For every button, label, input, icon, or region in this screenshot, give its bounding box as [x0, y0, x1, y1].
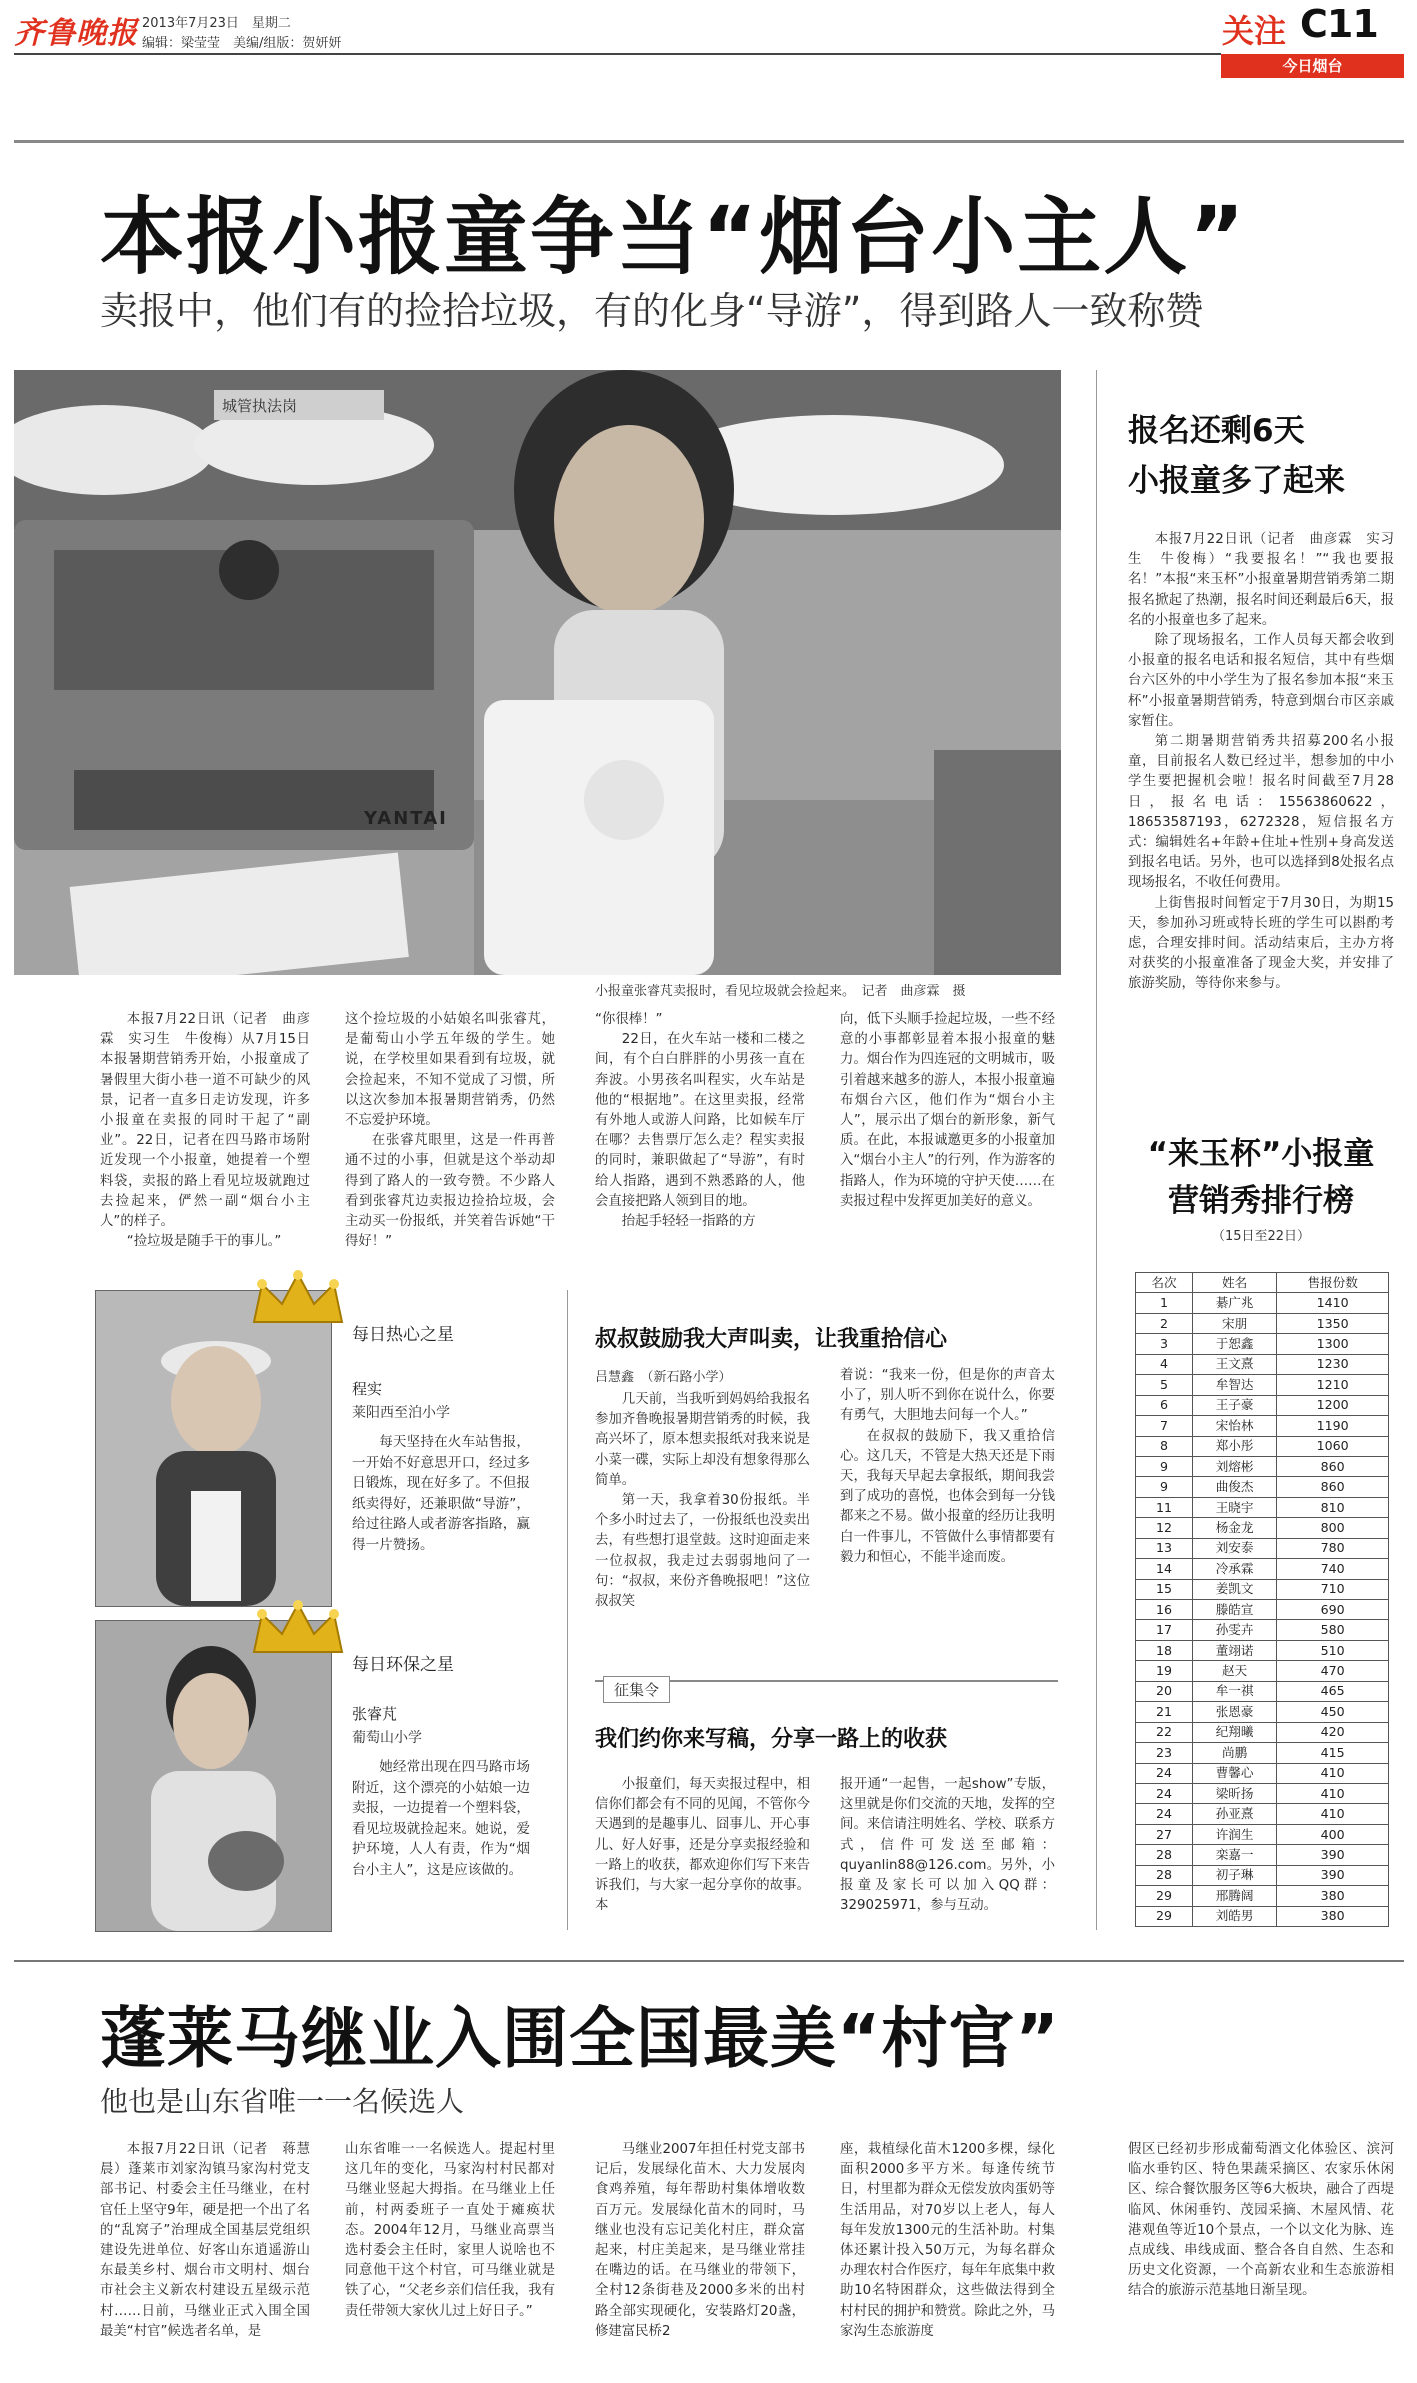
ranking-name-cell: 王晓宇 [1192, 1497, 1276, 1517]
second-column-3: 马继业2007年担任村党支部书记后，发展绿化苗木、大力发展肉食鸡养殖，每年帮助村集体增收数百万元。发展绿化苗木的同时，马继业也没有忘记美化村庄，群众富起来，村庄美起来，是马继业常挂在嘴边的话。在马继业的带领下，全村12条街巷及2000多米的出村路全部实现硬化，安装路灯20盏，修建富民桥2 [595, 2142, 805, 2339]
photo-caption: 小报童张睿芃卖报时，看见垃圾就会捡起来。 记者 曲彦霖 摄 [595, 984, 966, 999]
star-title-1: 每日热心之星 [352, 1325, 454, 1345]
table-row [1136, 1743, 1389, 1763]
table-row [1136, 1620, 1389, 1640]
ranking-copies-cell: 740 [1277, 1559, 1389, 1579]
table-row [1136, 1456, 1389, 1476]
ranking-copies-cell: 1230 [1277, 1354, 1389, 1374]
ranking-name-cell: 初子琳 [1192, 1865, 1276, 1885]
ranking-name-cell: 郑小彤 [1192, 1436, 1276, 1456]
side-headline-2: 小报童多了起来 [1128, 463, 1345, 499]
ranking-name-cell: 孙雯卉 [1192, 1620, 1276, 1640]
ranking-header-rank: 名次 [1136, 1273, 1193, 1293]
ranking-name-cell: 滕皓宣 [1192, 1600, 1276, 1620]
star-photo-1 [96, 1291, 331, 1606]
ranking-name-cell: 许润生 [1192, 1824, 1276, 1844]
ranking-name-cell: 刘安泰 [1192, 1538, 1276, 1558]
encourage-headline: 叔叔鼓励我大声叫卖，让我重拾信心 [595, 1327, 948, 1352]
table-row [1136, 1559, 1389, 1579]
ranking-rank-cell: 6 [1136, 1395, 1193, 1415]
star-box-1 [95, 1290, 332, 1607]
star-photo-2 [96, 1621, 331, 1931]
table-row [1136, 1804, 1389, 1824]
star-school-1: 莱阳西至泊小学 [352, 1405, 450, 1421]
ranking-name-cell: 刘熔彬 [1192, 1456, 1276, 1476]
table-row [1136, 1681, 1389, 1701]
ranking-copies-cell: 580 [1277, 1620, 1389, 1640]
ranking-header-row [1136, 1273, 1389, 1293]
ranking-rank-cell: 2 [1136, 1313, 1193, 1333]
ranking-rank-cell: 24 [1136, 1783, 1193, 1803]
ranking-rank-cell: 4 [1136, 1354, 1193, 1374]
lead-headline: 本报小报童争当“烟台小主人” [100, 188, 1247, 286]
ranking-header-name: 姓名 [1192, 1273, 1276, 1293]
ranking-name-cell: 孙亚熹 [1192, 1804, 1276, 1824]
star-body-2: 她经常出现在四马路市场附近，这个漂亮的小姑娘一边卖报，一边提着一个塑料袋，看见垃圾就捡起来。她说，爱护环境，人人有责，作为“烟台小主人”，这是应该做的。 [352, 1759, 530, 1878]
table-row [1136, 1865, 1389, 1885]
star-body-1: 每天坚持在火车站售报，一开始不好意思开口，经过多日锻炼，现在好多了。不但报纸卖得好，还兼职做“导游”，给过往路人或者游客指路，赢得一片赞扬。 [352, 1434, 530, 1553]
column-divider [567, 1290, 568, 1930]
ranking-rank-cell: 13 [1136, 1538, 1193, 1558]
table-row [1136, 1354, 1389, 1374]
lead-column-3: “你很棒！” 22日，在火车站一楼和二楼之间，有个白白胖胖的小男孩一直在奔波。小男孩名叫程实，火车站是他的“根据地”。在这里卖报，经常有外地人或游人问路，比如候车厅在哪？去售票厅怎么走？程实卖报的同时，兼职做起了“导游”，有时给人指路，遇到不熟悉路的人，他会直接把路人领到目的地。 抬起手轻轻一指路的方 [595, 1012, 805, 1230]
ranking-rank-cell: 28 [1136, 1865, 1193, 1885]
ranking-name-cell: 王子豪 [1192, 1395, 1276, 1415]
ranking-copies-cell: 1350 [1277, 1313, 1389, 1333]
table-row [1136, 1395, 1389, 1415]
photo-sign: 城管执法岗 [222, 397, 298, 415]
ranking-rank-cell: 9 [1136, 1456, 1193, 1476]
ranking-name-cell: 杨金龙 [1192, 1518, 1276, 1538]
ranking-rank-cell: 1 [1136, 1293, 1193, 1313]
ranking-copies-cell: 1200 [1277, 1395, 1389, 1415]
ranking-name-cell: 赵天 [1192, 1661, 1276, 1681]
table-row [1136, 1375, 1389, 1395]
ranking-copies-cell: 410 [1277, 1783, 1389, 1803]
second-column-1: 本报7月22日讯（记者 蒋慧晨）蓬莱市刘家沟镇马家沟村党支部书记、村委会主任马继业，在村官任上坚守9年，硬是把一个出了名的“乱窝子”治理成全国基层党组织建设先进单位、好客山东逍遥游山东最美乡村、烟台市文明村、烟台市社会主义新农村建设五星级示范村……日前，马继业正式入围全国最美“村官”候选者名单，是 [100, 2142, 310, 2339]
ranking-rank-cell: 22 [1136, 1722, 1193, 1742]
ranking-name-cell: 纪翔曦 [1192, 1722, 1276, 1742]
ranking-rank-cell: 28 [1136, 1845, 1193, 1865]
page-number: C11 [1300, 2, 1378, 46]
ranking-rank-cell: 5 [1136, 1375, 1193, 1395]
ranking-copies-cell: 710 [1277, 1579, 1389, 1599]
encourage-byline: 吕慧鑫 （新石路小学） [595, 1370, 732, 1385]
side-body: 本报7月22日讯（记者 曲彦霖 实习生 牛俊梅）“我要报名！”“我也要报名！”本报“来玉杯”小报童暑期营销秀第二期报名掀起了热潮，报名时间还剩最后6天，报名的小报童也多了起来。 除了现场报名，工作人员每天都会收到小报童的报名电话和报名短信，其中有些烟台六区外的中小学生为了报名参加本报“来玉杯”小报童暑期营销秀，特意到烟台市区亲戚家暂住。 第二期暑期营销秀共招募200名小报童，目前报名人数已经过半，想参加的中小学生要把握机会啦！报名时间截至7月28日，报名电话：15563860622，18653587193，6272328，短信报名方式：编辑姓名+年龄+住址+性别+身高发送到报名电话。另外，也可以选择到8处报名点现场报名，不收任何费用。 上街售报时间暂定于7月30日，为期15天，参加孙习班或特长班的学生可以斟酌考虑，合理安排时间。活动结束后，主办方将对获奖的小报童准备了现金大奖，并安排了旅游奖励，等待你来参与。 [1128, 532, 1394, 992]
ranking-rank-cell: 24 [1136, 1804, 1193, 1824]
ranking-rank-cell: 14 [1136, 1559, 1193, 1579]
star-name-2: 张睿芃 [352, 1705, 398, 1723]
table-row [1136, 1824, 1389, 1844]
table-row [1136, 1538, 1389, 1558]
call-column-2: 报开通“一起售，一起show”专版，这里就是你们交流的天地，发挥的空间。来信请注明姓名、学校、联系方式，信件可发送至邮箱：quyanlin88@126.com。另外，小报童及家长可以加入QQ群：329025971，参与互动。 [840, 1777, 1055, 1914]
photo-truck-plate: YANTAI [364, 808, 448, 829]
ranking-copies-cell: 380 [1277, 1906, 1389, 1926]
table-row [1136, 1661, 1389, 1681]
second-subhead: 他也是山东省唯一一名候选人 [100, 2085, 465, 2118]
ranking-copies-cell: 1300 [1277, 1334, 1389, 1354]
star-name-1: 程实 [352, 1380, 383, 1398]
star-title-2: 每日环保之星 [352, 1655, 454, 1675]
ranking-rank-cell: 29 [1136, 1906, 1193, 1926]
ranking-rank-cell: 27 [1136, 1824, 1193, 1844]
crown-icon [248, 1270, 348, 1330]
call-column-1: 小报童们，每天卖报过程中，相信你们都会有不同的见闻，不管你今天遇到的是趣事儿、囧事儿、开心事儿、好人好事，还是分享卖报经验和一路上的收获，都欢迎你们写下来告诉我们，与大家一起分享你的故事。本 [595, 1777, 810, 1914]
ranking-name-cell: 张恩豪 [1192, 1702, 1276, 1722]
ranking-copies-cell: 860 [1277, 1456, 1389, 1476]
table-row [1136, 1334, 1389, 1354]
star-box-2 [95, 1620, 332, 1932]
ranking-rank-cell: 18 [1136, 1640, 1193, 1660]
ranking-period: （15日至22日） [1211, 1229, 1311, 1244]
ranking-copies-cell: 410 [1277, 1804, 1389, 1824]
ranking-copies-cell: 450 [1277, 1702, 1389, 1722]
table-row [1136, 1579, 1389, 1599]
second-column-4: 座，栽植绿化苗木1200多棵，绿化面积2000多平方米。每逢传统节日，村里都为群众无偿发放肉蛋奶等生活用品，对70岁以上老人，每人每年发放1300元的生活补助。村集体还累计投入50万元，为每名群众办理农村合作医疗，每年年底集中救助10名特困群众，这些做法得到全村村民的拥护和赞赏。除此之外，马家沟生态旅游度 [840, 2142, 1055, 2339]
subsection-tab: 今日烟台 [1221, 54, 1404, 78]
second-headline: 蓬莱马继业入围全国最美“村官” [100, 2000, 1060, 2077]
ranking-copies-cell: 1410 [1277, 1293, 1389, 1313]
ranking-header-copies: 售报份数 [1277, 1273, 1389, 1293]
newspaper-logo: 齐鲁晚报 [14, 16, 138, 51]
encourage-column-2: 着说：“我来一份，但是你的声音太小了，别人听不到你在说什么，你要有勇气，大胆地去问每一个人。” 在叔叔的鼓励下，我又重拾信心。这几天，不管是大热天还是下雨天，我每天早起去拿报纸，期间我尝到了成功的喜悦，也体会到每一分钱都来之不易。做小报童的经历让我明白一件事儿，不管做什么事情都要有毅力和恒心，不能半途而废。 [840, 1368, 1055, 1565]
ranking-name-cell: 于恕鑫 [1192, 1334, 1276, 1354]
ranking-copies-cell: 465 [1277, 1681, 1389, 1701]
masthead-rule [14, 53, 1221, 55]
ranking-copies-cell: 420 [1277, 1722, 1389, 1742]
lead-column-4: 向，低下头顺手捡起垃圾，一些不经意的小事都彰显着本报小报童的魅力。烟台作为四连冠的文明城市，吸引着越来越多的游人，本报小报童遍布烟台六区，他们作为“烟台小主人”，展示出了烟台的新形象，新气质。在此，本报诚邀更多的小报童加入“烟台小主人”的行列，作为游客的指路人，作为环境的守护天使……在卖报过程中发挥更加美好的意义。 [840, 1012, 1055, 1209]
encourage-column-1: 几天前，当我听到妈妈给我报名参加齐鲁晚报暑期营销秀的时候，我高兴坏了，原本想卖报纸对我来说是小菜一碟，实际上却没有想象得那么简单。 第一天，我拿着30份报纸。半个多小时过去了，一份报纸也没卖出去，有些想打退堂鼓。这时迎面走来一位叔叔，我走过去弱弱地问了一句：“叔叔，来份齐鲁晚报吧！”这位叔叔笑 [595, 1392, 810, 1610]
table-row [1136, 1313, 1389, 1333]
ranking-table [1135, 1272, 1389, 1927]
ranking-rank-cell: 7 [1136, 1416, 1193, 1436]
ranking-title-2: 营销秀排行榜 [1168, 1183, 1354, 1219]
lead-column-1: 本报7月22日讯（记者 曲彦霖 实习生 牛俊梅）从7月15日本报暑期营销秀开始，小报童成了暑假里大街小巷一道不可缺少的风景，记者一直多日走访发现，许多小报童在卖报的同时干起了“副业”。22日，记者在四马路市场附近发现一个小报童，她提着一个塑料袋，卖报的路上看见垃圾就跑过去捡起来，俨然一副“烟台小主人”的样子。 “捡垃圾是随手干的事儿。” [100, 1012, 310, 1250]
table-row [1136, 1293, 1389, 1313]
ranking-title-1: “来玉杯”小报童 [1147, 1136, 1375, 1172]
ranking-name-cell: 栾嘉一 [1192, 1845, 1276, 1865]
ranking-copies-cell: 1060 [1277, 1436, 1389, 1456]
table-row [1136, 1886, 1389, 1906]
ranking-copies-cell: 390 [1277, 1845, 1389, 1865]
ranking-rank-cell: 19 [1136, 1661, 1193, 1681]
ranking-rank-cell: 8 [1136, 1436, 1193, 1456]
ranking-copies-cell: 470 [1277, 1661, 1389, 1681]
table-row [1136, 1640, 1389, 1660]
ranking-copies-cell: 1190 [1277, 1416, 1389, 1436]
ranking-name-cell: 王文熹 [1192, 1354, 1276, 1374]
ranking-name-cell: 曲俊杰 [1192, 1477, 1276, 1497]
crown-icon [248, 1600, 348, 1660]
ranking-name-cell: 尚鹏 [1192, 1743, 1276, 1763]
table-row [1136, 1906, 1389, 1926]
star-school-2: 葡萄山小学 [352, 1730, 422, 1746]
ranking-name-cell: 邢腾阔 [1192, 1886, 1276, 1906]
table-row [1136, 1436, 1389, 1456]
section-rule [14, 1960, 1404, 1962]
ranking-copies-cell: 380 [1277, 1886, 1389, 1906]
lead-column-2: 这个捡垃圾的小姑娘名叫张睿芃，是葡萄山小学五年级的学生。她说，在学校里如果看到有垃圾，就会捡起来，不知不觉成了习惯，所以这次参加本报暑期营销秀，仍然不忘爱护环境。 在张睿芃眼里，这是一件再普通不过的小事，但就是这个举动却得到了路人的一致夸赞。不少路人看到张睿芃边卖报边捡拾垃圾，会主动买一份报纸，并笑着告诉她“干得好！” [345, 1012, 555, 1250]
ranking-name-cell: 董翊诺 [1192, 1640, 1276, 1660]
ranking-rank-cell: 17 [1136, 1620, 1193, 1640]
lead-subhead: 卖报中，他们有的捡拾垃圾，有的化身“导游”，得到路人一致称赞 [100, 289, 1204, 333]
ranking-rank-cell: 12 [1136, 1518, 1193, 1538]
ranking-copies-cell: 690 [1277, 1600, 1389, 1620]
column-divider [1096, 370, 1097, 1930]
ranking-name-cell: 牟一祺 [1192, 1681, 1276, 1701]
table-row [1136, 1702, 1389, 1722]
lead-photo [14, 370, 1061, 975]
side-headline-1: 报名还剩6天 [1128, 413, 1305, 449]
table-row [1136, 1783, 1389, 1803]
ranking-copies-cell: 510 [1277, 1640, 1389, 1660]
ranking-rank-cell: 29 [1136, 1886, 1193, 1906]
issue-date: 2013年7月23日 星期二 [142, 16, 291, 31]
ranking-name-cell: 宋怡林 [1192, 1416, 1276, 1436]
ranking-copies-cell: 800 [1277, 1518, 1389, 1538]
ranking-rank-cell: 20 [1136, 1681, 1193, 1701]
ranking-copies-cell: 410 [1277, 1763, 1389, 1783]
ranking-name-cell: 綦广兆 [1192, 1293, 1276, 1313]
table-row [1136, 1763, 1389, 1783]
table-row [1136, 1497, 1389, 1517]
ranking-rank-cell: 21 [1136, 1702, 1193, 1722]
ranking-copies-cell: 390 [1277, 1865, 1389, 1885]
call-headline: 我们约你来写稿，分享一路上的收获 [595, 1727, 948, 1752]
ranking-rank-cell: 15 [1136, 1579, 1193, 1599]
ranking-copies-cell: 415 [1277, 1743, 1389, 1763]
ranking-name-cell: 牟智达 [1192, 1375, 1276, 1395]
ranking-copies-cell: 860 [1277, 1477, 1389, 1497]
ranking-name-cell: 梁昕扬 [1192, 1783, 1276, 1803]
table-row [1136, 1416, 1389, 1436]
ranking-rank-cell: 24 [1136, 1763, 1193, 1783]
ranking-rank-cell: 11 [1136, 1497, 1193, 1517]
ranking-name-cell: 曹馨心 [1192, 1763, 1276, 1783]
ranking-copies-cell: 400 [1277, 1824, 1389, 1844]
ranking-rank-cell: 3 [1136, 1334, 1193, 1354]
ranking-name-cell: 冷承霖 [1192, 1559, 1276, 1579]
call-label: 征集令 [603, 1676, 670, 1703]
second-column-5: 假区已经初步形成葡萄酒文化体验区、滨河临水垂钓区、特色果蔬采摘区、农家乐休闲区、综合餐饮服务区等6大板块，融合了西堤临风、休闲垂钓、茂园采摘、木屋风情、花港观鱼等近10个景点，一个以文化为脉、连点成线、串线成面、整合各自自然、生态和历史文化资源，一个高新农业和生态旅游相结合的旅游示范基地日渐呈现。 [1128, 2142, 1394, 2299]
ranking-rank-cell: 9 [1136, 1477, 1193, 1497]
editor-credits: 编辑：梁莹莹 美编/组版：贺妍妍 [142, 36, 342, 51]
ranking-copies-cell: 1210 [1277, 1375, 1389, 1395]
second-column-2: 山东省唯一一名候选人。提起村里这几年的变化，马家沟村村民都对马继业竖起大拇指。在马继业上任前，村两委班子一直处于瘫痪状态。2004年12月，马继业高票当选村委会主任时，家里人说啥也不同意他干这个村官，可马继业就是铁了心，“父老乡亲们信任我，我有责任带领大家伙儿过上好日子。” [345, 2142, 555, 2319]
ranking-name-cell: 刘皓男 [1192, 1906, 1276, 1926]
table-row [1136, 1722, 1389, 1742]
table-row [1136, 1518, 1389, 1538]
ranking-name-cell: 宋朋 [1192, 1313, 1276, 1333]
ranking-copies-cell: 780 [1277, 1538, 1389, 1558]
masthead-rule-thin [14, 140, 1404, 143]
table-row [1136, 1600, 1389, 1620]
table-row [1136, 1845, 1389, 1865]
table-row [1136, 1477, 1389, 1497]
ranking-rank-cell: 16 [1136, 1600, 1193, 1620]
ranking-copies-cell: 810 [1277, 1497, 1389, 1517]
section-label: 关注 [1222, 12, 1287, 50]
ranking-name-cell: 姜凯文 [1192, 1579, 1276, 1599]
ranking-rank-cell: 23 [1136, 1743, 1193, 1763]
